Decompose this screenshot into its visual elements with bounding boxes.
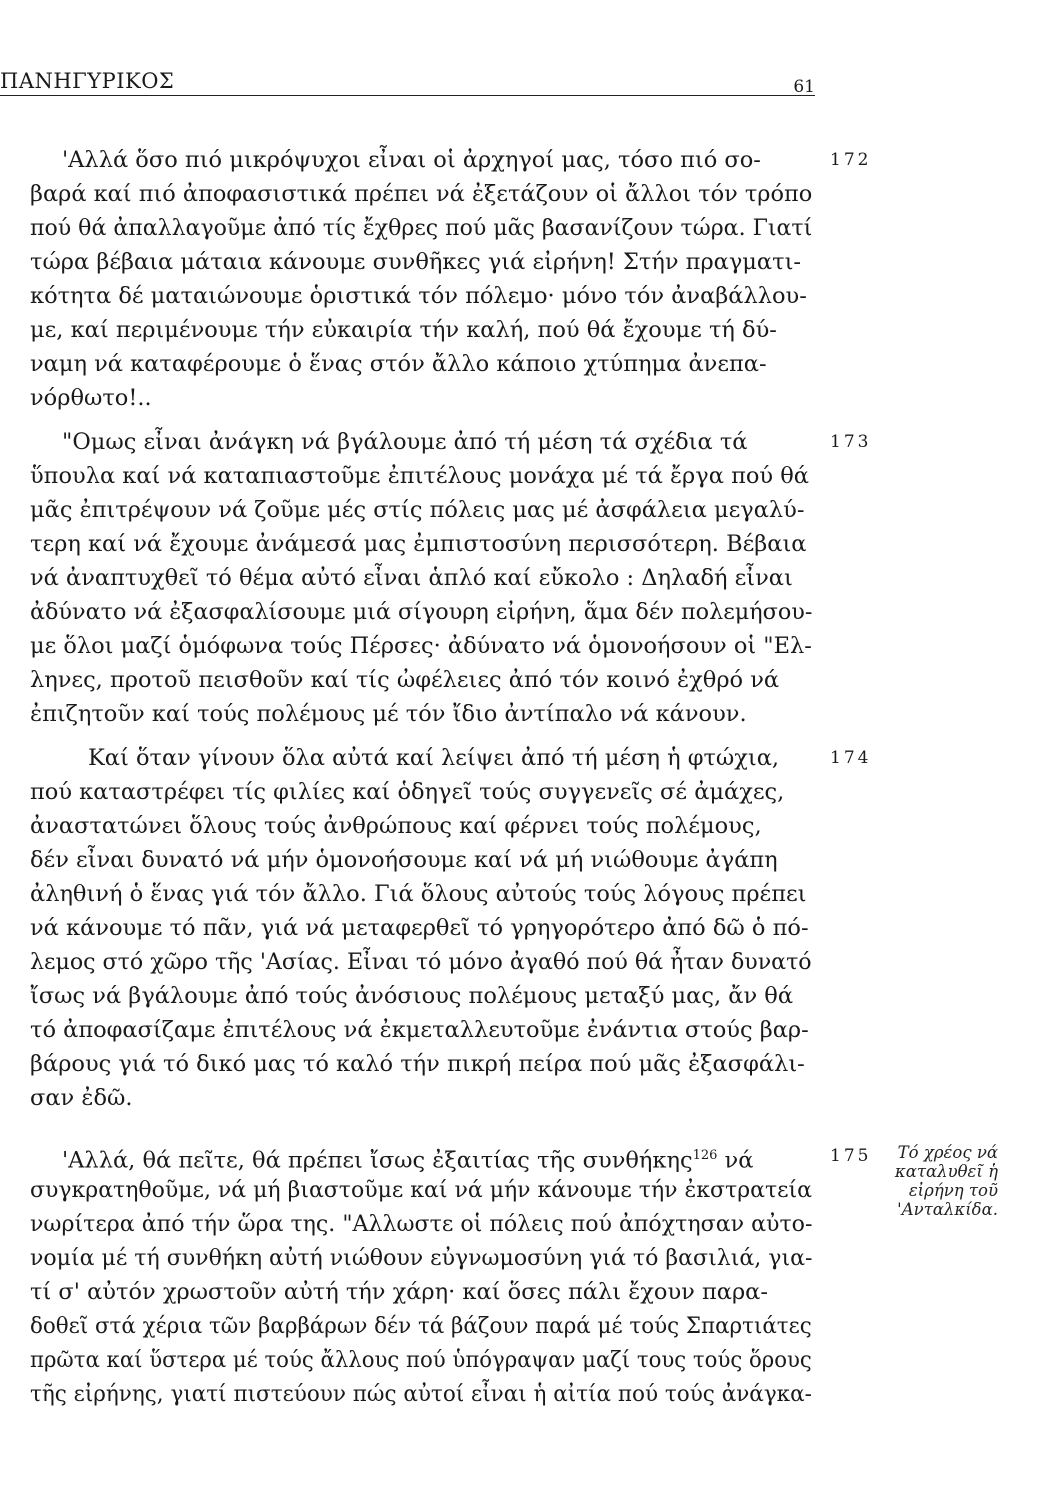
text-line: ναμη νά καταφέρουμε ὁ ἕνας στόν ἄλλο κάποιο χτύπημα ἀνεπα- <box>30 351 767 377</box>
text-line: βάρους γιά τό δικό μας τό καλό τήν πικρή πείρα πού μᾶς ἐξασφάλι- <box>30 1051 805 1077</box>
text-line: σαν ἐδῶ. <box>30 1085 133 1111</box>
text-line: νά ἀναπτυχθεῖ τό θέμα αὐτό εἶναι ἁπλό καί εὔκολο : Δηλαδή εἶναι <box>30 565 793 591</box>
section-number: 173 <box>830 432 872 452</box>
text-line: πού καταστρέφει τίς φιλίες καί ὁδηγεῖ τούς συγγενεῖς σέ ἀμάχες, <box>30 779 785 805</box>
text-line: βαρά καί πιό ἀποφασιστικά πρέπει νά ἐξετάζουν οἱ ἄλλοι τόν τρόπο <box>30 181 813 207</box>
text-line: ληνες, προτοῦ πεισθοῦν καί τίς ὠφέλειες ἀπό τόν κοινό ἐχθρό νά <box>30 667 780 693</box>
text-line: με, καί περιμένουμε τήν εὐκαιρία τήν καλή, πού θά ἔχουμε τή δύ- <box>30 317 777 343</box>
margin-note: Τό χρέος νά καταλυθεῖ ἡ εἰρήνη τοῦ 'Ανταλκίδα. <box>894 1143 998 1219</box>
section-number: 175 <box>830 1146 872 1166</box>
running-header <box>0 63 815 96</box>
text-line: νά κάνουμε τό πᾶν, γιά νά μεταφερθεῖ τό γρηγορότερο ἀπό δῶ ὁ πό- <box>30 915 809 941</box>
text-line: νομία μέ τή συνθήκη αὐτή νιώθουν εὐγνωμοσύνη γιά τό βασιλιά, για- <box>30 1245 813 1271</box>
text-line: "Ομως εἶναι ἀνάγκη νά βγάλουμε ἀπό τή μέση τά σχέδια τά <box>62 429 748 455</box>
text-line: νωρίτερα ἀπό τήν ὥρα της. "Αλλωστε οἱ πόλεις πού ἀπόχτησαν αὐτο- <box>30 1211 813 1237</box>
text-line: ἀληθινή ὁ ἕνας γιά τόν ἄλλο. Γιά ὅλους αὐτούς τούς λόγους πρέπει <box>30 881 807 907</box>
text-line: μᾶς ἐπιτρέψουν νά ζοῦμε μές στίς πόλεις μας μέ ἀσφάλεια μεγαλύ- <box>30 497 805 523</box>
text-line: δέν εἶναι δυνατό νά μήν ὁμονοήσουμε καί νά μή νιώθουμε ἀγάπη <box>30 847 778 873</box>
text-line: ἀναστατώνει ὅλους τούς ἀνθρώπους καί φέρνει τούς πολέμους, <box>30 813 762 839</box>
text-line: πρῶτα καί ὕστερα μέ τούς ἄλλους πού ὑπόγραψαν μαζί τους τούς ὅρους <box>30 1347 812 1373</box>
text-line: ὕπουλα καί νά καταπιαστοῦμε ἐπιτέλους μονάχα μέ τά ἔργα πού θά <box>30 463 809 489</box>
section-number: 172 <box>830 150 872 170</box>
text-line: πού θά ἀπαλλαγοῦμε ἀπό τίς ἔχθρες πού μᾶς βασανίζουν τώρα. Γιατί <box>30 215 813 241</box>
text-line: τί σ' αὐτόν χρωστοῦν αὐτή τήν χάρη· καί ὅσες πάλι ἔχουν παρα- <box>30 1279 768 1305</box>
text-line: τῆς εἰρήνης, γιατί πιστεύουν πώς αὐτοί εἶναι ἡ αἰτία πού τούς ἀνάγκα- <box>30 1381 812 1407</box>
text-line: τό ἀποφασίζαμε ἐπιτέλους νά ἐκμεταλλευτοῦμε ἐνάντια στούς βαρ- <box>30 1017 809 1043</box>
text-line: συγκρατηθοῦμε, νά μή βιαστοῦμε καί νά μήν κάνουμε τήν ἐκστρατεία <box>30 1177 813 1203</box>
page-number: 61 <box>793 77 815 97</box>
text-line: Καί ὅταν γίνουν ὅλα αὐτά καί λείψει ἀπό τή μέση ἡ φτώχια, <box>88 745 780 771</box>
text-line: νόρθωτο!.. <box>30 385 152 411</box>
footnote-ref: 126 <box>692 1148 718 1163</box>
text-line: 'Αλλά ὅσο πιό μικρόψυχοι εἶναι οἱ ἀρχηγοί μας, τόσο πιό σο- <box>62 147 761 173</box>
text-line: τερη καί νά ἔχουμε ἀνάμεσά μας ἐμπιστοσύνη περισσότερη. Βέβαια <box>30 531 807 557</box>
text-line: λεμος στό χῶρο τῆς 'Ασίας. Εἶναι τό μόνο ἀγαθό πού θά ἦταν δυνατό <box>30 949 812 975</box>
text-line: ἴσως νά βγάλουμε ἀπό τούς ἀνόσιους πολέμους μεταξύ μας, ἄν θά <box>30 983 794 1009</box>
text-line: κότητα δέ ματαιώνουμε ὁριστικά τόν πόλεμο· μόνο τόν ἀναβάλλου- <box>30 283 807 309</box>
text-line: τώρα βέβαια μάταια κάνουμε συνθῆκες γιά εἰρήνη! Στήν πραγματι- <box>30 249 801 275</box>
running-title: ΠΑΝΗΓΥΡΙΚΟΣ <box>0 69 175 93</box>
text-line: 'Αλλά, θά πεῖτε, θά πρέπει ἴσως ἐξαιτίας τῆς συνθήκης$^{126}$ νά <box>62 1147 754 1174</box>
text-line: ἀδύνατο νά ἐξασφαλίσουμε μιά σίγουρη εἰρήνη, ἅμα δέν πολεμήσου- <box>30 599 813 625</box>
text-line: ἐπιζητοῦν καί τούς πολέμους μέ τόν ἴδιο ἀντίπαλο νά κάνουν. <box>30 701 747 727</box>
section-number: 174 <box>830 748 872 768</box>
text-line: με ὅλοι μαζί ὁμόφωνα τούς Πέρσες· ἀδύνατο νά ὁμονοήσουν οἱ "Ελ- <box>30 633 812 659</box>
text-line: δοθεῖ στά χέρια τῶν βαρβάρων δέν τά βάζουν παρά μέ τούς Σπαρτιάτες <box>30 1313 812 1339</box>
